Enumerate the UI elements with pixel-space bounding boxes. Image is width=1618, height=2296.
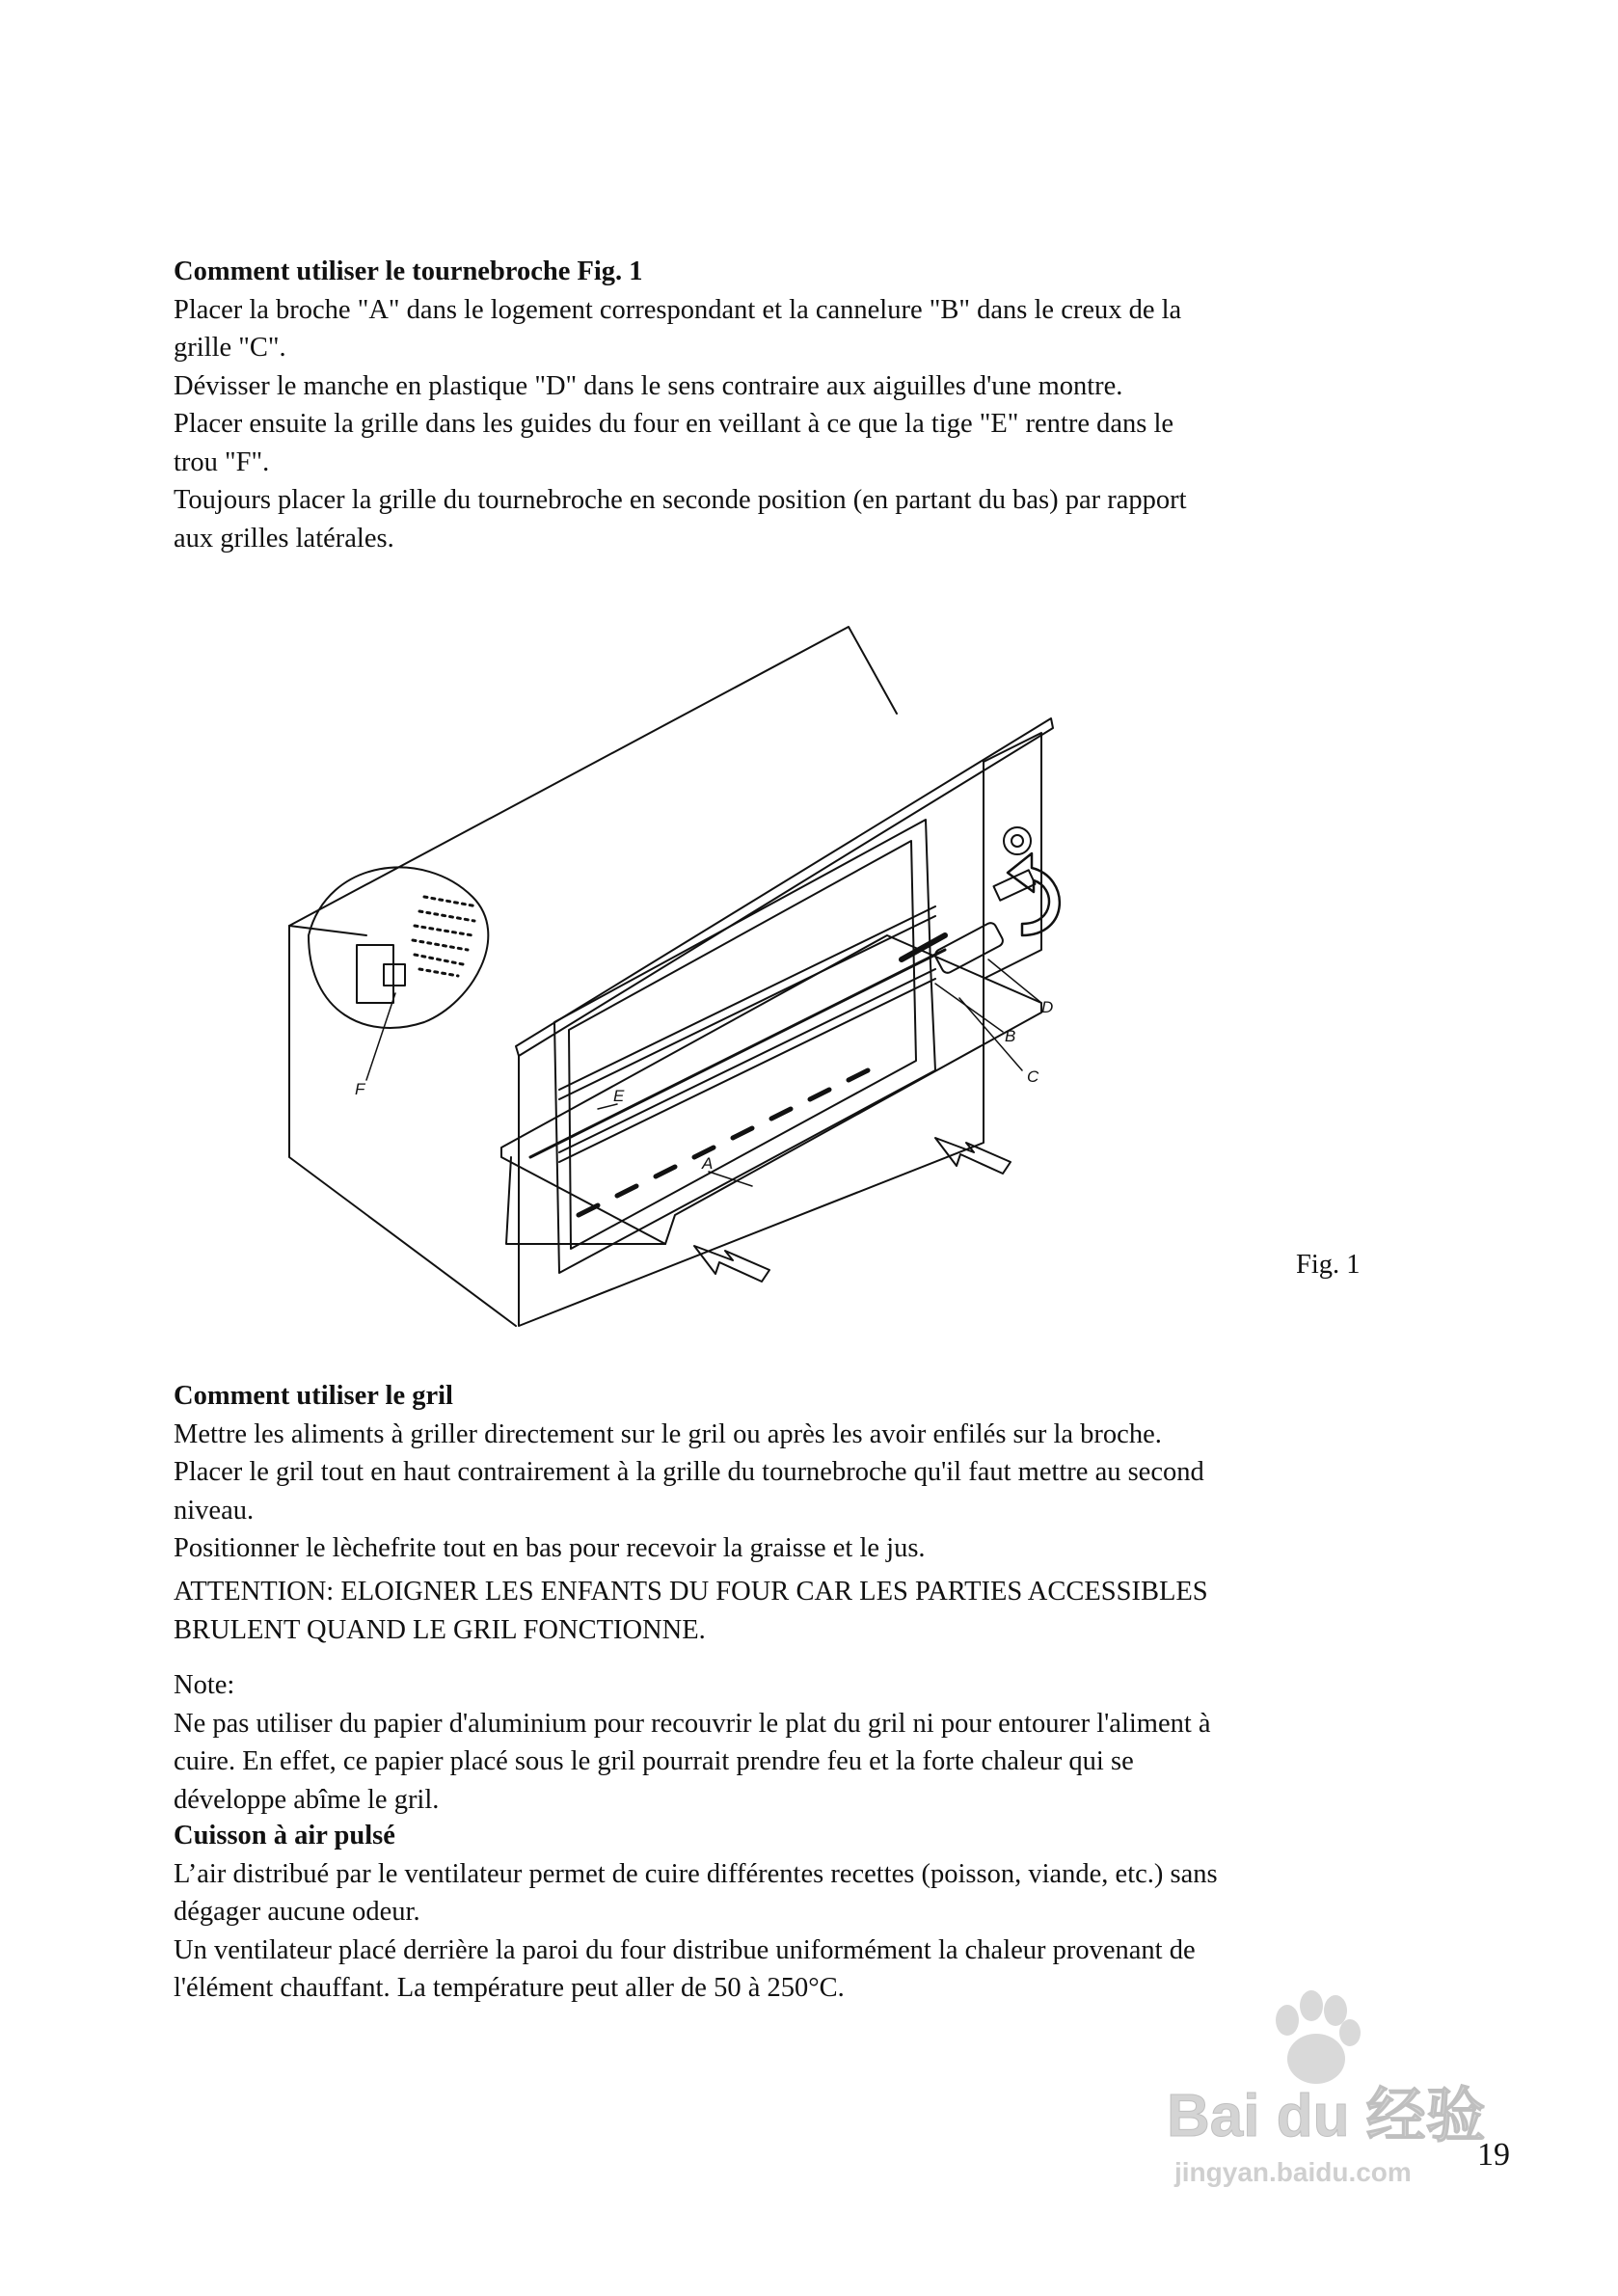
insertion-arrow bbox=[935, 1138, 1011, 1174]
page-number: 19 bbox=[1477, 2137, 1510, 2173]
spit-rod bbox=[530, 950, 945, 1157]
section-tournebroche bbox=[174, 253, 1446, 557]
insertion-arrow bbox=[694, 1246, 769, 1282]
rotation-arrow bbox=[1008, 853, 1060, 935]
rotisserie-rack bbox=[501, 935, 1041, 1244]
oven-front-frame bbox=[516, 718, 1053, 1056]
paragraph-line: Dévisser le manche en plastique "D" dans le sens contraire aux aiguilles d'une montre. bbox=[174, 370, 1123, 401]
control-buttons bbox=[993, 870, 1035, 900]
label-c: C bbox=[1027, 1067, 1039, 1086]
note-block bbox=[174, 1666, 1446, 1819]
control-knob-center bbox=[1011, 835, 1023, 847]
paragraph-line: aux grilles latérales. bbox=[174, 523, 394, 554]
warning-line: BRULENT QUAND LE GRIL FONCTIONNE. bbox=[174, 1614, 706, 1645]
note-line: cuire. En effet, ce papier placé sous le gril pourrait prendre feu et la forte chaleur qui se bbox=[174, 1746, 1134, 1776]
paragraph-line: Mettre les aliments à griller directement sur le gril ou après les avoir enfilés sur la broche. bbox=[174, 1418, 1162, 1449]
paragraph-line: trou "F". bbox=[174, 446, 270, 477]
watermark-url: jingyan.baidu.com bbox=[1174, 2157, 1412, 2187]
note-line: développe abîme le gril. bbox=[174, 1784, 440, 1815]
shelf-guide bbox=[559, 906, 935, 1090]
label-d: D bbox=[1041, 998, 1054, 1016]
rotisserie-motor bbox=[357, 945, 393, 1003]
section-gril bbox=[174, 1377, 1446, 1568]
baidu-watermark bbox=[1147, 1967, 1533, 2208]
paragraph-line: Toujours placer la grille du tournebroche en seconde position (en partant du bas) par rapport bbox=[174, 485, 1187, 515]
paw-icon bbox=[1276, 1990, 1361, 2084]
vent-grid bbox=[413, 897, 477, 976]
paragraph-line: grille "C". bbox=[174, 333, 286, 363]
figure-caption: Fig. 1 bbox=[1296, 1250, 1361, 1280]
oven-front-face bbox=[519, 762, 984, 1326]
warning-line: ATTENTION: ELOIGNER LES ENFANTS DU FOUR CAR LES PARTIES ACCESSIBLES bbox=[174, 1577, 1208, 1607]
plastic-handle bbox=[933, 921, 1005, 975]
label-f: F bbox=[355, 1080, 365, 1098]
shelf-guide bbox=[559, 979, 935, 1162]
oven-rotisserie-diagram bbox=[270, 617, 1215, 1350]
control-knob bbox=[1004, 827, 1031, 854]
callout-line-b bbox=[935, 984, 1003, 1032]
watermark-brand: Bai du 经验 bbox=[1167, 2083, 1486, 2149]
paragraph-line: niveau. bbox=[174, 1495, 255, 1526]
shelf-guide bbox=[559, 916, 935, 1099]
oven-cavity-inner bbox=[569, 841, 916, 1249]
paragraph-line: Placer le gril tout en haut contrairement à la grille du tournebroche qu'il faut mettre au second bbox=[174, 1457, 1204, 1487]
paragraph-line: Placer ensuite la grille dans les guides du four en veillant à ce que la tige "E" rentre dans le bbox=[174, 409, 1174, 439]
note-title: Note: bbox=[174, 1670, 235, 1700]
paragraph-line: dégager aucune odeur. bbox=[174, 1897, 420, 1927]
callout-line-f bbox=[366, 993, 395, 1080]
warning-block bbox=[174, 1573, 1446, 1649]
section-title-cuisson: Cuisson à air pulsé bbox=[174, 1821, 395, 1850]
paragraph-line: Un ventilateur placé derrière la paroi du four distribue uniformément la chaleur provenant de bbox=[174, 1934, 1196, 1965]
paragraph-line: l'élément chauffant. La température peut aller de 50 à 250°C. bbox=[174, 1973, 845, 2003]
callout-line-d bbox=[988, 959, 1041, 1003]
spit-coupling bbox=[902, 935, 945, 959]
label-b: B bbox=[1005, 1027, 1016, 1045]
section-title-tournebroche: Comment utiliser le tournebroche Fig. 1 bbox=[174, 257, 643, 286]
paragraph-line: Positionner le lèchefrite tout en bas pour recevoir la graisse et le jus. bbox=[174, 1533, 926, 1563]
section-title-gril: Comment utiliser le gril bbox=[174, 1381, 453, 1411]
label-e: E bbox=[613, 1087, 625, 1105]
oven-cavity-outline bbox=[554, 820, 935, 1273]
paragraph-line: L’air distribué par le ventilateur permet de cuire différentes recettes (poisson, viande, etc.) sans bbox=[174, 1858, 1218, 1889]
label-a: A bbox=[702, 1154, 714, 1173]
note-line: Ne pas utiliser du papier d'aluminium pour recouvrir le plat du gril ni pour entourer l'aliment à bbox=[174, 1708, 1211, 1739]
oven-back-top bbox=[289, 926, 366, 935]
paragraph-line: Placer la broche "A" dans le logement correspondant et la cannelure "B" dans le creux de la bbox=[174, 294, 1182, 325]
